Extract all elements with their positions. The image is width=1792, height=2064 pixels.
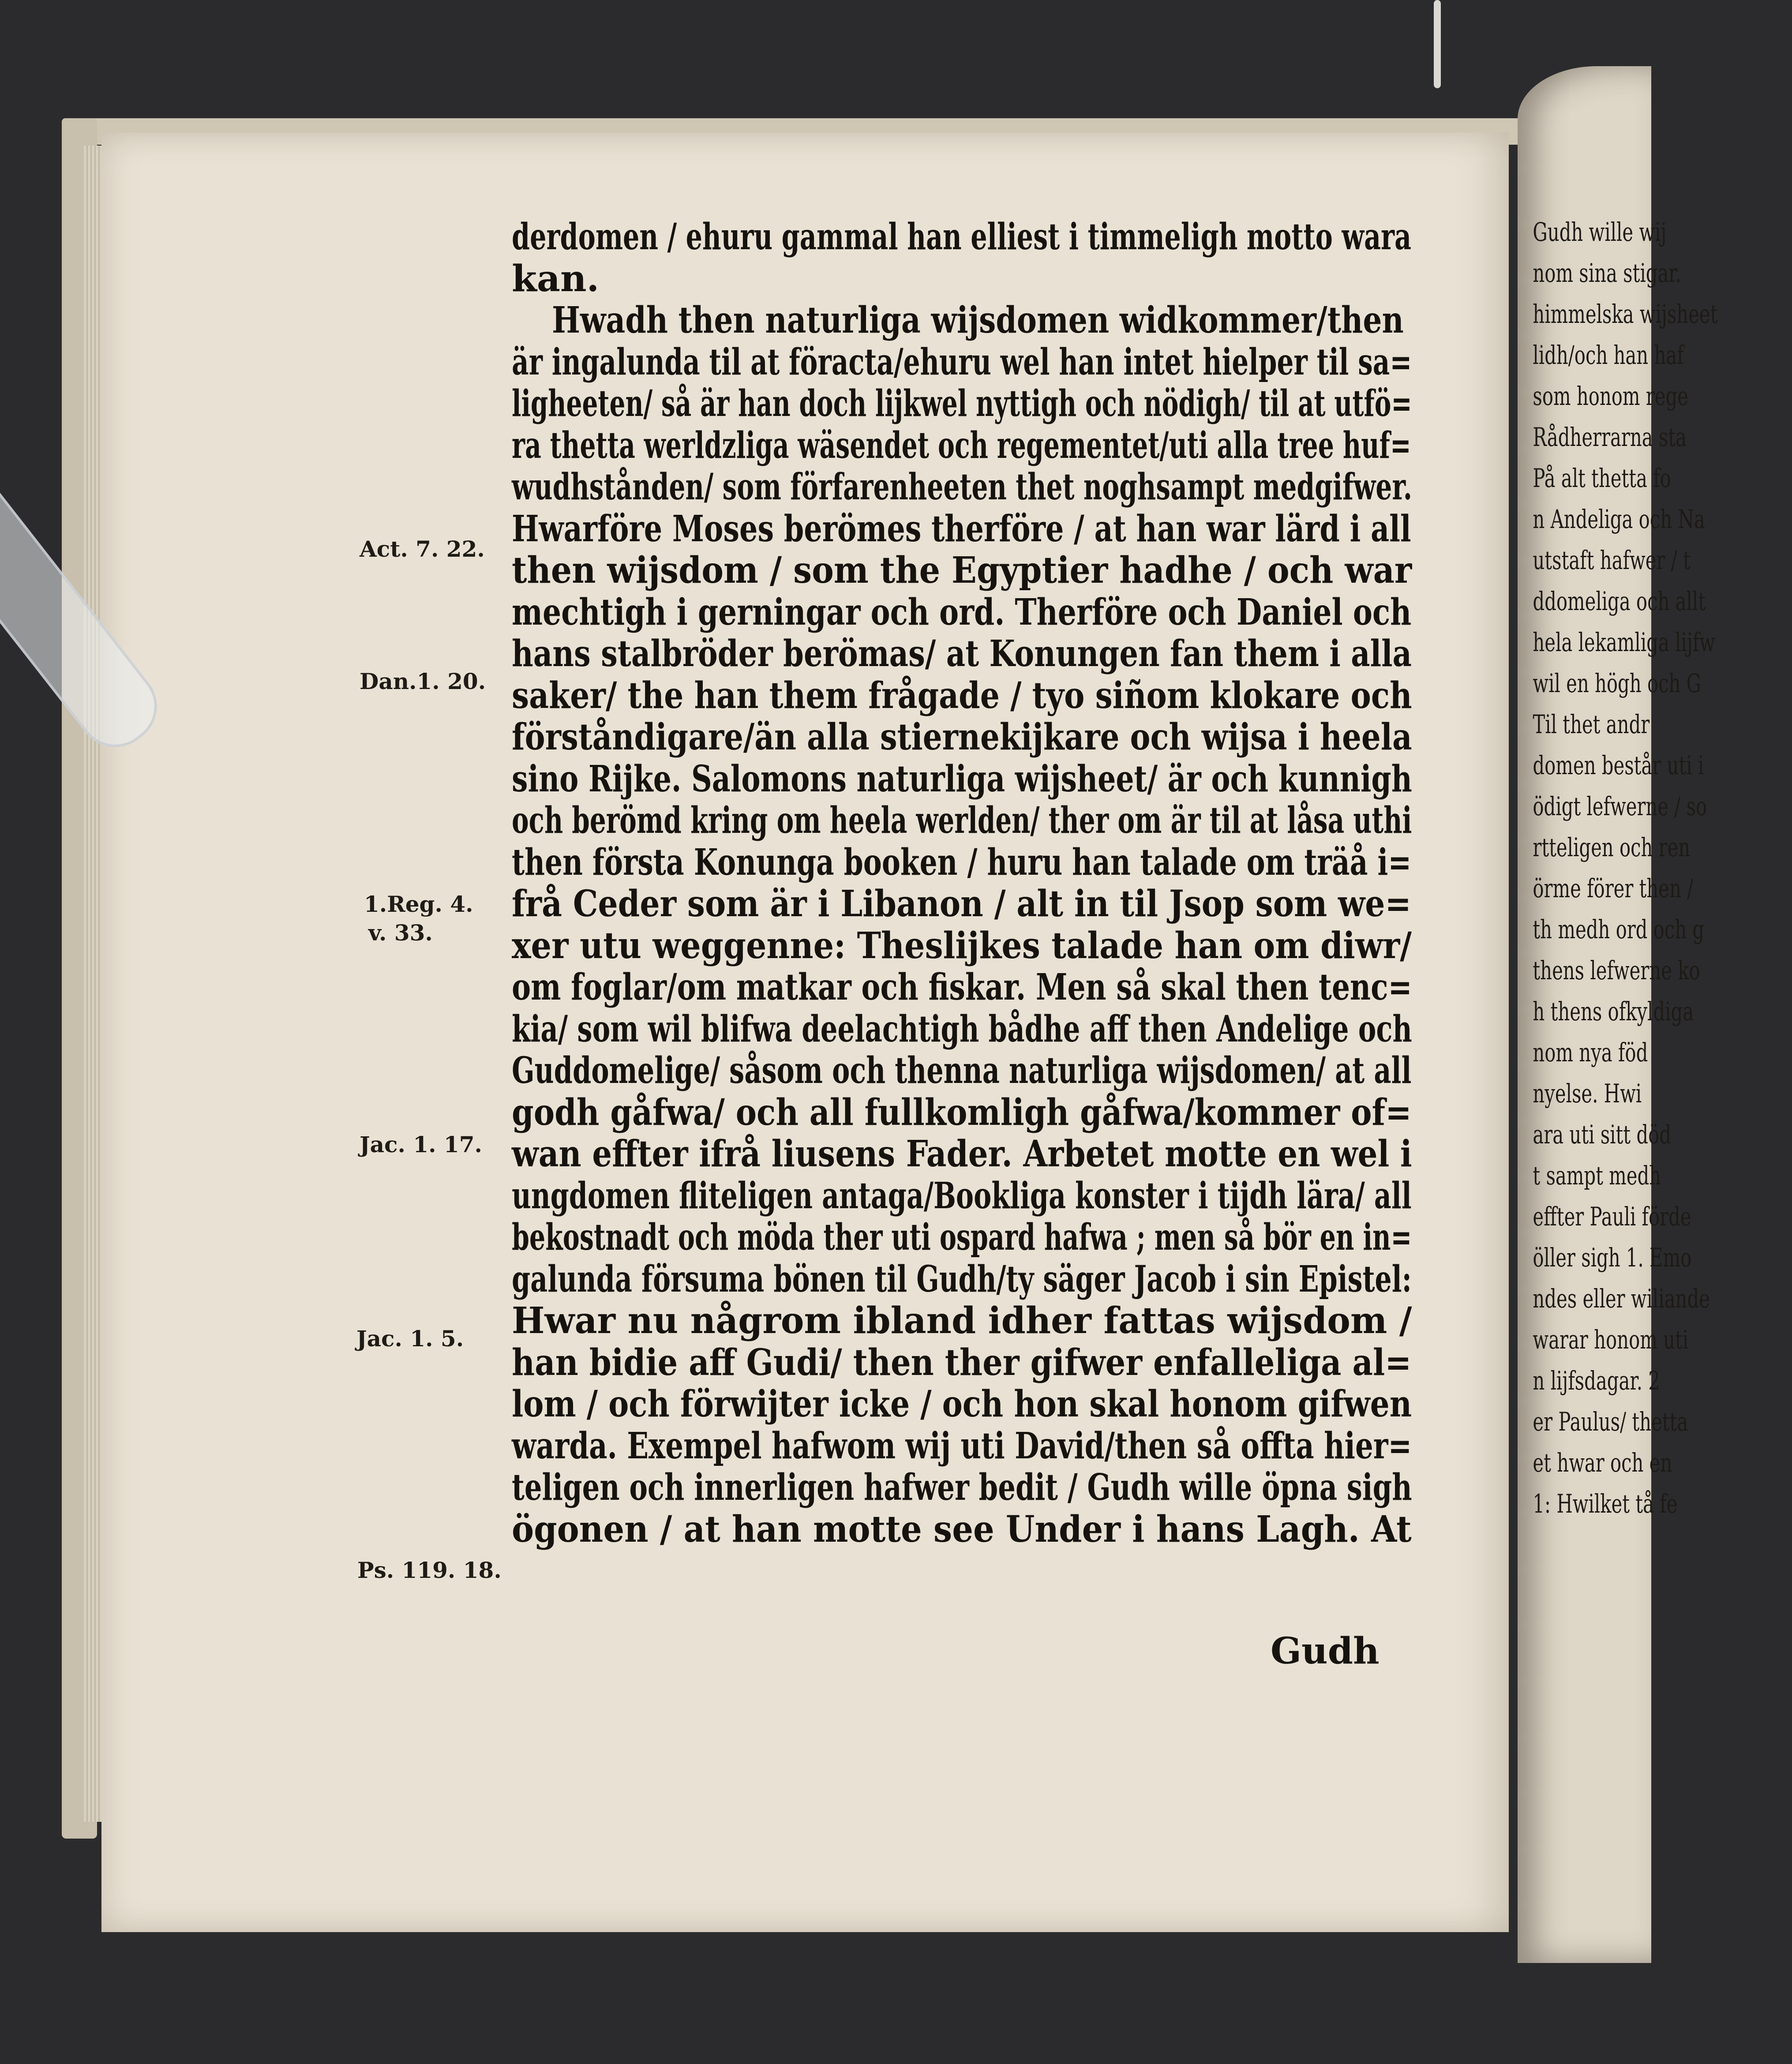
text-line: warda. Exempel hafwom wij uti David/then så offta hier=	[512, 1424, 1412, 1467]
text-line: om foglar/om matkar och fiskar. Men så skal then tenc=	[512, 966, 1412, 1008]
right-page-line: n Andeliga och Na	[1533, 504, 1705, 534]
bookmark-string	[1434, 0, 1441, 88]
text-line: godh gåfwa/ och all fullkomligh gåfwa/kommer of=	[512, 1091, 1412, 1134]
margin-note-dan: Dan.1. 20.	[360, 668, 486, 694]
text-line: Hwarföre Moses berömes therföre / at han war lärd i all	[512, 507, 1411, 550]
text-line: mechtigh i gerningar och ord. Therföre och Daniel och	[512, 591, 1412, 633]
text-line: och berömd kring om heela werlden/ ther om är til at låsa uthi	[512, 799, 1412, 842]
text-line: then första Konunga booken / huru han talade om träå i=	[512, 841, 1412, 884]
right-page-line: nom sina stigar.	[1533, 258, 1682, 288]
text-line: then wijsdom / som the Egyptier hadhe / och war	[512, 549, 1412, 592]
right-page-line: Rådherrarna sta	[1533, 422, 1687, 452]
right-page-line: ara uti sitt död	[1533, 1120, 1671, 1150]
right-page-line: Til thet andr	[1533, 709, 1650, 739]
right-page-line: himmelska wijsheet	[1533, 299, 1718, 329]
right-page-line: utstaft hafwer / t	[1533, 545, 1691, 575]
text-line: teligen och innerligen hafwer bedit / Gudh wille öpna sigh	[512, 1466, 1412, 1509]
margin-note-jac5: Jac. 1. 5.	[356, 1326, 464, 1352]
text-line: ra thetta werldzliga wäsendet och regementet/uti alla tree huf=	[512, 424, 1411, 467]
main-text-column	[512, 216, 1412, 1550]
right-page-text	[1526, 212, 1792, 1525]
text-line: hans stalbröder berömas/ at Konungen fan them i alla	[512, 633, 1412, 675]
text-line: saker/ the han them frågade / tyo siñom klokare och	[512, 674, 1412, 717]
text-line: han bidie aff Gudi/ then ther gifwer enfalleliga al=	[512, 1341, 1412, 1384]
right-page-line: lidh/och han haf	[1533, 340, 1684, 370]
text-line: ligheeten/ så är han doch lijkwel nyttigh och nödigh/ til at utfö=	[512, 382, 1412, 425]
margin-note-ps: Ps. 119. 18.	[357, 1557, 502, 1583]
right-page-line: t sampt medh	[1533, 1161, 1661, 1191]
text-line: kan.	[512, 257, 600, 300]
margin-note-jac17: Jac. 1. 17.	[360, 1131, 482, 1157]
text-line: förståndigare/än alla stiernekijkare och wijsa i heela	[512, 716, 1412, 758]
text-line: bekostnadt och möda ther uti ospard hafwa ; men så bör en in=	[512, 1216, 1412, 1259]
book-page-right-curl	[1518, 66, 1718, 1963]
right-page-line: warar honom uti	[1533, 1325, 1689, 1355]
right-page-line: er Paulus/ thetta	[1533, 1407, 1688, 1437]
text-line: derdomen / ehuru gammal han elliest i timmeligh motto wara	[512, 216, 1412, 258]
text-line: sino Rijke. Salomons naturliga wijsheet/ är och kunnigh	[512, 757, 1412, 800]
right-page-line: n lijfsdagar. 2	[1533, 1366, 1660, 1396]
right-page-line: nyelse. Hwi	[1533, 1079, 1642, 1109]
margin-note-act: Act. 7. 22.	[360, 536, 485, 562]
right-page-line: h thens ofkyldiga	[1533, 996, 1694, 1026]
right-page-line: hela lekamliga lijfw	[1533, 627, 1715, 657]
right-page-line: et hwar och en	[1533, 1448, 1672, 1478]
margin-note-reg-verse: v. 33.	[368, 920, 433, 946]
right-page-line: rtteligen och ren	[1533, 832, 1691, 862]
text-line: Guddomelige/ såsom och thenna naturliga wijsdomen/ at all	[512, 1049, 1412, 1092]
text-line: wudhstånden/ som förfarenheeten thet noghsampt medgifwer.	[512, 466, 1413, 508]
right-page-line: Gudh wille wij	[1533, 217, 1667, 247]
text-line: frå Ceder som är i Libanon / alt in til Jsop som we=	[512, 883, 1411, 925]
text-line: är ingalunda til at föracta/ehuru wel han intet hielper til sa=	[512, 341, 1412, 383]
catchword: Gudh	[1271, 1630, 1380, 1672]
right-page-line: nom nya föd	[1533, 1038, 1648, 1068]
right-page-line: th medh ord och g	[1533, 914, 1705, 944]
right-page-line: wil en högh och G	[1533, 668, 1702, 698]
right-page-line: som honom rege	[1533, 381, 1688, 411]
text-line: wan effter ifrå liusens Fader. Arbetet motte en wel i	[512, 1133, 1412, 1175]
text-line: lom / och förwijter icke / och hon skal honom gifwen	[512, 1383, 1412, 1425]
text-line: ungdomen fliteligen antaga/Bookliga konster i tijdh lära/ all	[512, 1174, 1412, 1217]
margin-note-reg: 1.Reg. 4.	[364, 891, 473, 917]
text-line: ögonen / at han motte see Under i hans Lagh. At	[512, 1508, 1412, 1551]
right-page-line: örme förer then /	[1533, 873, 1694, 903]
text-line: kia/ som wil blifwa deelachtigh bådhe aff then Andelige och	[512, 1008, 1412, 1050]
right-page-line: ddomeliga och allt	[1533, 586, 1706, 616]
right-page-line: öller sigh 1. Emo	[1533, 1243, 1692, 1273]
right-page-line: domen består uti i	[1533, 750, 1704, 780]
right-page-line: ndes eller wiliande	[1533, 1284, 1710, 1314]
right-page-line: effter Pauli förde	[1533, 1202, 1691, 1232]
text-line: Hwadh then naturliga wijsdomen widkommer/then	[551, 299, 1404, 341]
right-page-line: ödigt lefwerne / so	[1533, 791, 1707, 821]
right-page-line: På alt thetta fo	[1533, 463, 1671, 493]
right-page-line: thens lefwerne ko	[1533, 955, 1700, 985]
text-line: galunda försuma bönen til Gudh/ty säger Jacob i sin Epistel:	[512, 1258, 1412, 1300]
right-page-line: 1: Hwilket tå fe	[1533, 1489, 1678, 1519]
text-line: xer utu weggenne: Theslijkes talade han om diwr/	[512, 924, 1412, 967]
text-line: Hwar nu någrom ibland idher fattas wijsdom /	[512, 1300, 1412, 1342]
